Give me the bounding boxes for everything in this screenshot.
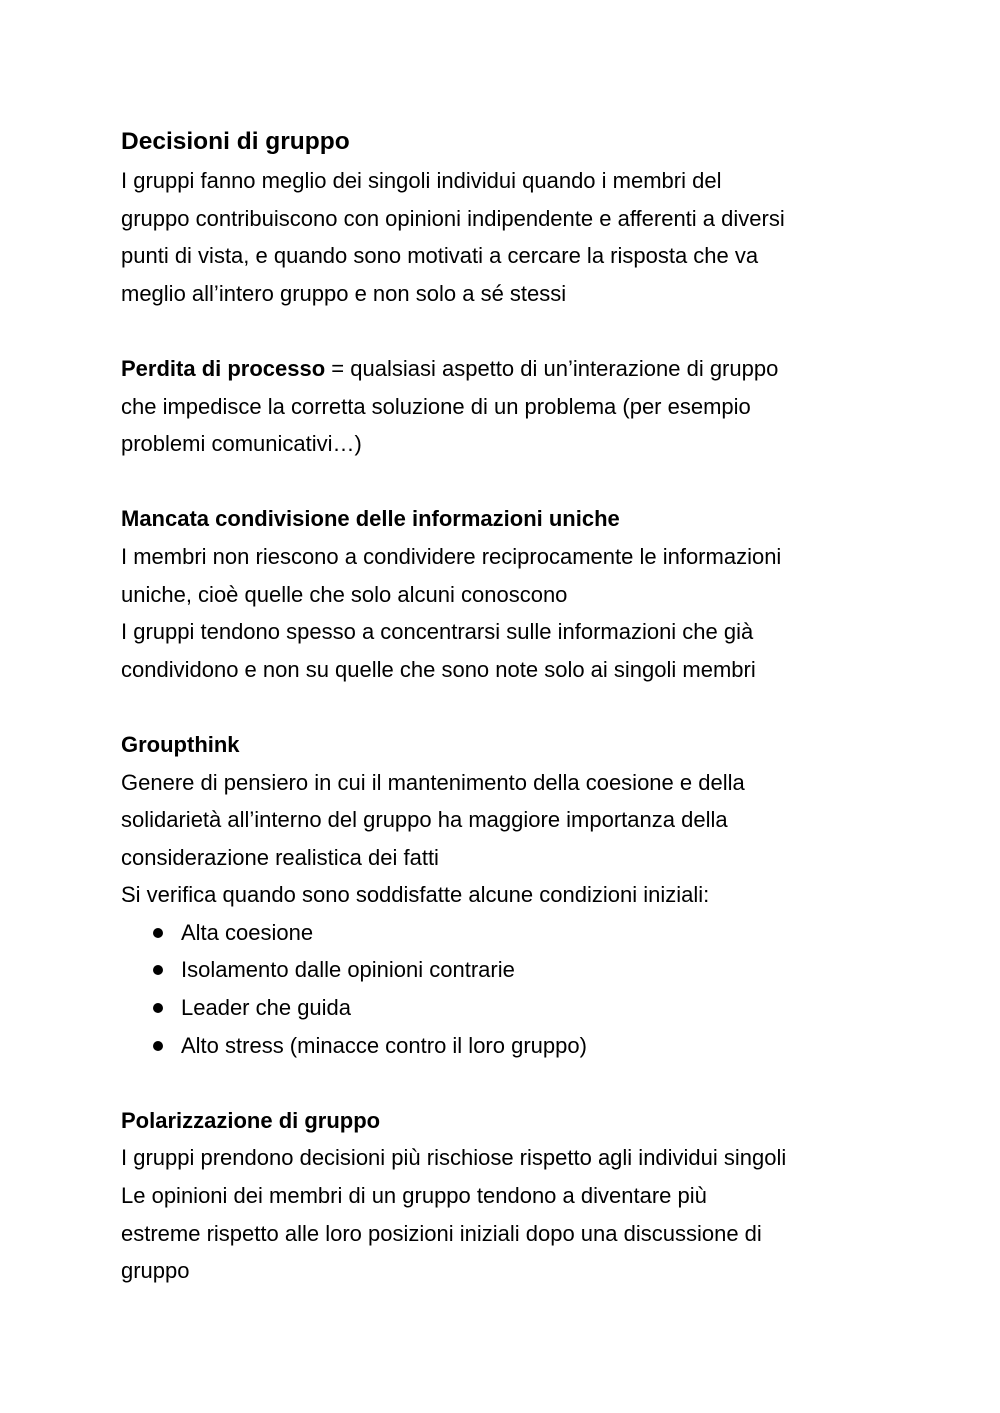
definition-text: = qualsiasi aspetto di un’interazione di gruppo: [325, 355, 779, 381]
list-item-text: Leader che guida: [181, 995, 352, 1021]
paragraph-line: condividono e non su quelle che sono note solo ai singoli membri: [121, 656, 756, 682]
paragraph-line: punti di vista, e quando sono motivati a cercare la risposta che va: [121, 243, 759, 269]
paragraph-line: Le opinioni dei membri di un gruppo tendono a diventare più: [121, 1183, 707, 1209]
bullet-icon: [153, 1003, 163, 1013]
bullet-list: [121, 914, 901, 1064]
list-item: [121, 1027, 901, 1065]
list-item: [121, 989, 901, 1027]
page-title: Decisioni di gruppo: [121, 128, 350, 155]
bullet-icon: [153, 1041, 163, 1051]
paragraph-line: Genere di pensiero in cui il mantenimento della coesione e della: [121, 769, 745, 795]
paragraph-line: problemi comunicativi…): [121, 431, 362, 457]
paragraph-line: I gruppi prendono decisioni più rischiose rispetto agli individui singoli: [121, 1145, 787, 1171]
bullet-icon: [153, 965, 163, 975]
paragraph-line: uniche, cioè quelle che solo alcuni conoscono: [121, 581, 568, 607]
paragraph-line: I membri non riescono a condividere reciprocamente le informazioni: [121, 543, 782, 569]
paragraph-line: che impedisce la corretta soluzione di un problema (per esempio: [121, 393, 751, 419]
paragraph-line: considerazione realistica dei fatti: [121, 844, 439, 870]
paragraph-line: solidarietà all’interno del gruppo ha maggiore importanza della: [121, 807, 728, 833]
list-item-text: Alta coesione: [181, 919, 314, 945]
list-item-text: Alto stress (minacce contro il loro gruppo): [181, 1032, 587, 1058]
paragraph-line: Si verifica quando sono soddisfatte alcune condizioni iniziali:: [121, 882, 710, 908]
paragraph-line: I gruppi fanno meglio dei singoli individui quando i membri del: [121, 168, 722, 193]
definition-line: [121, 350, 901, 388]
list-item: [121, 914, 901, 952]
section-gap: [121, 688, 901, 726]
section-gap: [121, 1064, 901, 1102]
list-item-text: Isolamento dalle opinioni contrarie: [181, 957, 515, 983]
paragraph-line: gruppo contribuiscono con opinioni indipendente e afferenti a diversi: [121, 205, 785, 231]
list-item: [121, 951, 901, 989]
section-heading: Mancata condivisione delle informazioni uniche: [121, 506, 620, 532]
paragraph-line: meglio all’intero gruppo e non solo a sé stessi: [121, 280, 567, 306]
paragraph-line: I gruppi tendono spesso a concentrarsi sulle informazioni che già: [121, 619, 754, 645]
section-heading: Groupthink: [121, 731, 240, 757]
paragraph-line: gruppo: [121, 1258, 190, 1284]
paragraph-line: estreme rispetto alle loro posizioni iniziali dopo una discussione di: [121, 1220, 762, 1246]
section-gap: [121, 312, 901, 350]
section-heading: Polarizzazione di gruppo: [121, 1107, 381, 1133]
definition-term: Perdita di processo: [121, 355, 326, 381]
document-page: [121, 122, 901, 1290]
section-gap: [121, 463, 901, 501]
bullet-icon: [153, 928, 163, 938]
